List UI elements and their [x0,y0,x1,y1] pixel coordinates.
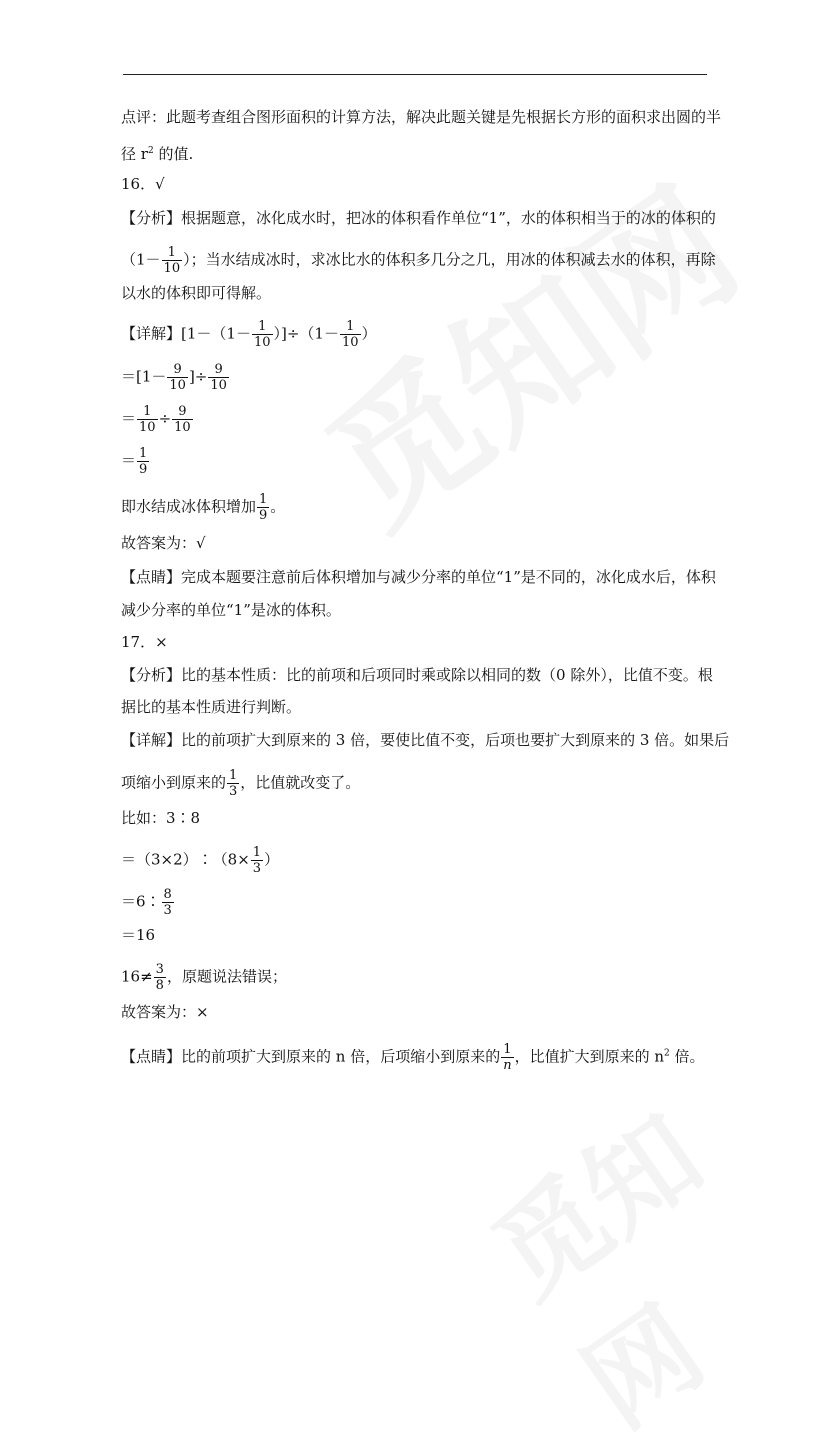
q17-example: 比如：3∶8 [121,809,201,827]
analysis-tag: 【分析】 [121,666,182,684]
q16-step-3: ＝ $\frac{1}{10}$ ÷ $\frac{9}{10}$ [121,404,191,435]
fraction-1-3: $\frac{1}{3}$ [229,768,238,799]
q16-remark-line-2: 减少分率的单位“1”是冰的体积。 [121,601,341,619]
fraction-9-10: $\frac{9}{10}$ [174,404,191,435]
fraction-9-10: $\frac{9}{10}$ [210,362,227,393]
fraction-9-10: $\frac{9}{10}$ [169,362,186,393]
comment-line-2: 径 $r^2$ 的值. [121,145,194,163]
fraction-1-9: $\frac{1}{9}$ [139,446,148,477]
q17-analysis-line-2: 据比的基本性质进行判断。 [121,698,302,716]
fraction-8-3: $\frac{8}{3}$ [163,887,172,918]
remark-tag: 【点睛】 [121,1047,182,1066]
header-rule [123,74,707,75]
q16-analysis-line-3: 以水的体积即可得解。 [121,284,272,302]
q17-header: 17．× [121,633,168,651]
q17-detail-line-2: 项缩小到原来的 $\frac{1}{3}$ ，比值就改变了。 [121,768,361,799]
fraction-1-3: $\frac{1}{3}$ [252,845,262,876]
q16-answer: 故答案为：√ [121,534,206,552]
q17-analysis-line-1: 【分析】比的基本性质：比的前项和后项同时乘或除以相同的数（0 除外），比值不变。根 [121,666,713,684]
detail-tag: 【详解】 [121,731,182,749]
analysis-tag: 【分析】 [121,209,182,227]
q17-remark: 【点睛】比的前项扩大到原来的 n 倍，后项缩小到原来的 $\frac{1}{n}$ ，比值扩大到原来的 $n^2$ 倍。 [121,1042,705,1073]
q16-analysis-line-1: 【分析】根据题意，冰化成水时，把冰的体积看作单位“1”，水的体积相当于的冰的体积的 [121,209,716,227]
fraction-1-10: $\frac{1}{10}$ [139,404,156,435]
remark-tag: 【点睛】 [121,568,182,586]
q17-detail-line-1: 【详解】比的前项扩大到原来的 3 倍，要使比值不变，后项也要扩大到原来的 3 倍。如果后 [121,731,730,749]
fraction-1-n: $\frac{1}{n}$ [503,1042,512,1073]
q16-remark-line-1: 【点睛】完成本题要注意前后体积增加与减少分率的单位“1”是不同的，冰化成水后，体积 [121,568,716,586]
fraction-3-8: $\frac{3}{8}$ [155,962,164,993]
q16-conclusion: 即水结成冰体积增加 $\frac{1}{9}$ 。 [121,492,286,523]
fraction-1-10: $\frac{1}{10}$ [163,245,181,276]
detail-tag: 【详解】 [121,324,182,343]
q16-header: 16．√ [121,175,165,193]
fraction-1-10: $\frac{1}{10}$ [253,319,271,350]
fraction-1-9: $\frac{1}{9}$ [259,492,268,523]
q17-step-1: ＝（3×2）∶（8× $\frac{1}{3}$ ） [121,845,280,876]
q16-analysis-line-2: （1－ $\frac{1}{10}$ ）；当水结成冰时，求冰比水的体积多几分之几，用冰的体积减去水的体积，再除 [121,245,716,276]
q17-answer: 故答案为：× [121,1003,209,1021]
watermark-bottom [457,1020,830,1456]
q17-neq: 16≠ $\frac{3}{8}$ ，原题说法错误； [121,962,287,993]
comment-line-1: 点评：此题考查组合图形面积的计算方法，解决此题关键是先根据长方形的面积求出圆的半 [121,108,722,126]
q16-detail: 【详解】[1－（1－ $\frac{1}{10}$ ）]÷（1－ $\frac{1}{10}$ ） [121,319,377,350]
q17-step-2: ＝6∶ $\frac{8}{3}$ [121,887,172,918]
q17-step-3: ＝16 [121,926,156,944]
q16-step-4: ＝ $\frac{1}{9}$ [121,446,148,477]
q16-step-2: ＝[1－ $\frac{9}{10}$ ]÷ $\frac{9}{10}$ [121,362,227,393]
fraction-1-10: $\frac{1}{10}$ [341,319,359,350]
